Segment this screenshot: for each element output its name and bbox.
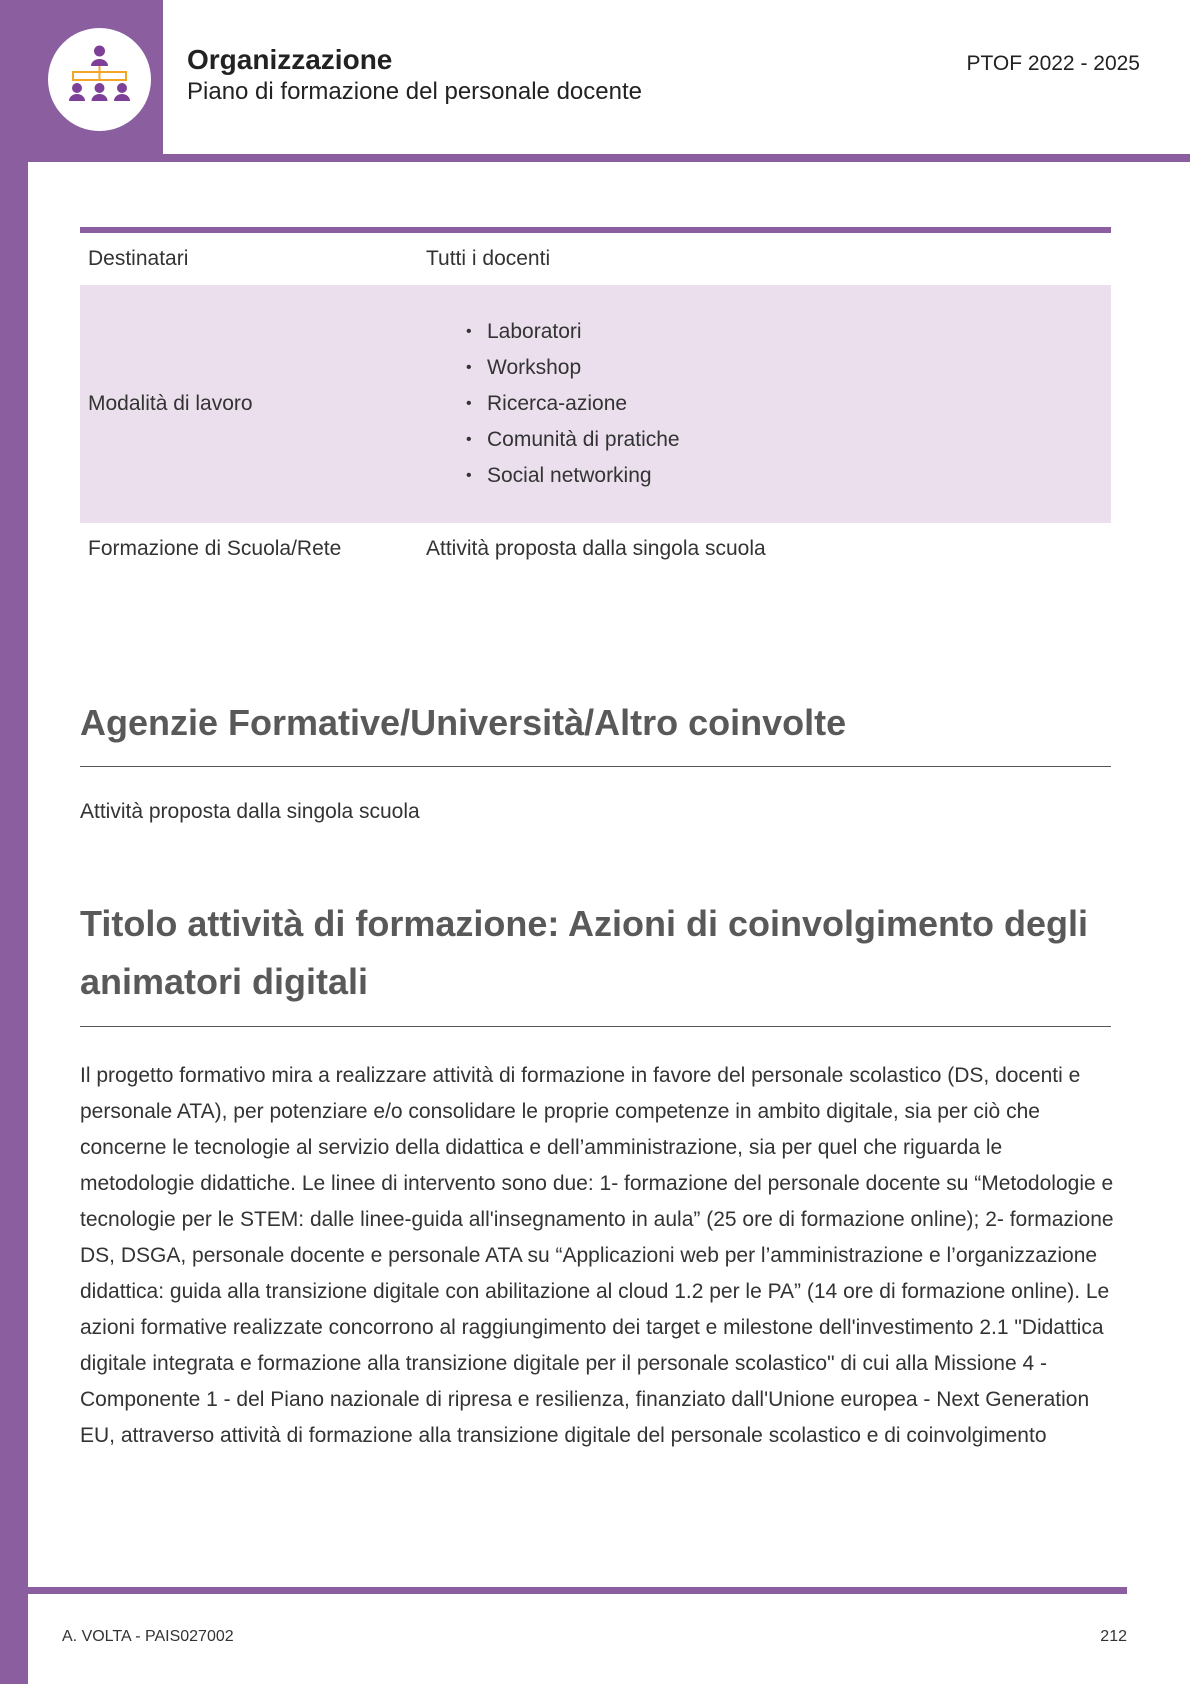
row-value: Attività proposta dalla singola scuola — [426, 537, 766, 560]
ptof-label: PTOF 2022 - 2025 — [966, 52, 1140, 75]
footer-divider — [28, 1587, 1127, 1594]
logo-badge — [48, 28, 151, 131]
list-item: • Workshop — [466, 350, 1111, 386]
list-item: • Social networking — [466, 458, 1111, 494]
footer-school: A. VOLTA - PAIS027002 — [62, 1628, 234, 1645]
row-label: Modalità di lavoro — [88, 392, 253, 415]
agencies-heading: Agenzie Formative/Università/Altro coinvolte — [80, 702, 847, 743]
activity-title-heading: Titolo attività di formazione: Azioni di coinvolgimento degli animatori digitali — [80, 903, 1089, 1002]
table-row — [80, 285, 1111, 523]
agencies-text: Attività proposta dalla singola scuola — [80, 800, 420, 823]
table-row — [80, 233, 1111, 285]
list-item: • Laboratori — [466, 314, 1111, 350]
work-modes-list — [426, 314, 1111, 494]
organization-chart-icon — [48, 28, 151, 131]
header-title: Organizzazione — [187, 44, 393, 75]
list-item: • Ricerca-azione — [466, 386, 1111, 422]
row-label: Formazione di Scuola/Rete — [88, 537, 342, 560]
section-divider — [80, 766, 1111, 767]
header-divider — [28, 154, 1190, 162]
row-value: Tutti i docenti — [426, 247, 551, 270]
header-subtitle: Piano di formazione del personale docente — [187, 78, 642, 105]
row-label: Destinatari — [88, 247, 189, 270]
table-row — [80, 523, 1111, 575]
row-value — [420, 314, 1111, 494]
left-accent-bar — [0, 0, 28, 1684]
section-divider — [80, 1026, 1111, 1027]
page-number: 212 — [1100, 1628, 1127, 1645]
info-table — [80, 227, 1111, 575]
list-item: • Comunità di pratiche — [466, 422, 1111, 458]
activity-description: Il progetto formativo mira a realizzare attività di formazione in favore del personale scolastico (DS, docenti e personale ATA), per potenziare e/o consolidare le proprie competenze in ambito digitale, sia per ciò che concerne le tecnologie al servizio della didattica e dell’amministrazione, sia per quel che riguarda le metodologie didattiche. Le linee di intervento sono due: 1- formazione del personale docente su “Metodologie e tecnologie per le STEM: dalle linee-guida all'insegnamento in aula” (25 ore di formazione online); 2- formazione DS, DSGA, personale docente e personale ATA su “Applicazioni web per l’amministrazione e l’organizzazione didattica: guida alla transizione digitale con abilitazione al cloud 1.2 per le PA” (14 ore di formazione online). Le azioni formative realizzate concorrono al raggiungimento dei target e milestone dell'investimento 2.1 "Didattica digitale integrata e formazione alla transizione digitale per il personale scolastico" di cui alla Missione 4 - Componente 1 - del Piano nazionale di ripresa e resilienza, finanziato dall'Unione europea - Next Generation EU, attraverso attività di formazione alla transizione digitale del personale scolastico e di coinvolgimento — [80, 1064, 1114, 1447]
